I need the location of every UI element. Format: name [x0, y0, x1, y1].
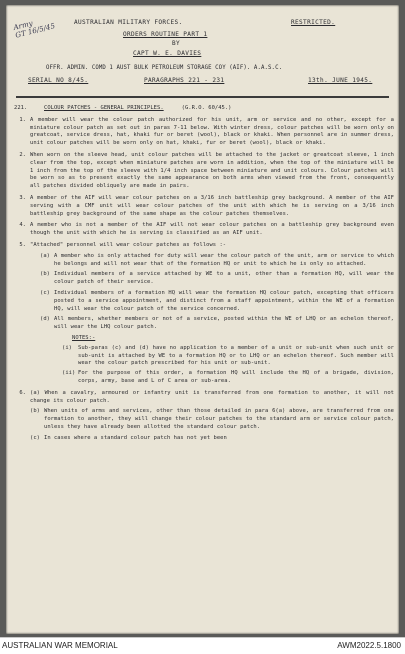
- order-date: 13th. JUNE 1945.: [308, 77, 373, 84]
- footer-accession-number: AWM2022.5.1800: [337, 641, 401, 650]
- footer-institution: AUSTRALIAN WAR MEMORIAL: [2, 641, 118, 650]
- subpara-a: (a) A member who is only attached for duty will wear the colour patch of the unit, arm or service to which he belongs and will not wear that of the formation HQ or unit to which he is only so attached.: [40, 252, 394, 267]
- archive-footer: [0, 637, 405, 654]
- paragraph-3: 3. A member of the AIF will wear colour patches on a 3/16 inch battleship grey background. A member of the AIF serving with a CMF unit will wear colour patches of the unit with which he is serving on a 3/16 inch battleship grey background of the same shape as the colour patches themselves.: [19, 194, 394, 217]
- section-heading: [14, 105, 394, 113]
- section-title: COLOUR PATCHES - GENERAL PRINCIPLES.: [44, 105, 164, 111]
- section-number: 221.: [14, 105, 28, 111]
- classification-label: RESTRICTED.: [291, 19, 336, 26]
- serial-number: SERIAL NO 8/45.: [28, 77, 89, 84]
- subpara-b: (b) Individual members of a service attached by WE to a unit, other than a formation HQ, will wear the colour patch of their service.: [40, 271, 394, 286]
- unit-line: OFFR. ADMIN. COMD 1 AUST BULK PETROLEUM STORAGE COY (AIF). A.A.S.C.: [46, 65, 283, 71]
- paragraph-6-c: (c) In cases where a standard colour patch has not yet been: [30, 434, 227, 441]
- organisation-title: AUSTRALIAN MILITARY FORCES.: [74, 19, 183, 26]
- order-body: [14, 105, 394, 442]
- orders-title: ORDERS ROUTINE PART 1: [123, 31, 208, 38]
- handwritten-annotation: Army GT 16/5/45: [12, 18, 56, 40]
- officer-name: CAPT W. E. DAVIES: [133, 50, 202, 57]
- note-i: (i) Sub-paras (c) and (d) have no application to a member of a unit or sub-unit when such unit or sub-unit is attached by WE to a formation HQ or to LHQ or an echelon thereof. Such member will wear the colour patch prescribed for his unit or sub-unit.: [62, 344, 394, 367]
- document-page: [6, 5, 399, 634]
- subpara-d: (d) All members, whether members or not of a service, posted within the WE of LHQ or an echelon thereof, will wear the LHQ colour patch.: [40, 316, 394, 331]
- subpara-c: (c) Individual members of a formation HQ will wear the formation HQ colour patch, excepting that officers posted to a service appointment, and distinct from a staff appointment, within the WE of a formation HQ, will wear the colour patch of the service concerned.: [40, 289, 394, 312]
- paragraph-1: 1. A member will wear the colour patch authorized for his unit, arm or service and no other, except for a miniature colour patch as set out in paras 7-11 below. With winter dress, colour patches will be worn only on greatcoat, service dress, hat, khaki fur or beret (wool), black or khaki. When personnel are in summer dress, unit colour patches will be worn only on hat, khaki, fur or beret (wool), black or khaki.: [19, 116, 394, 147]
- paragraph-range: PARAGRAPHS 221 - 231: [144, 77, 225, 84]
- paragraph-4: 4. A member who is not a member of the AIF will not wear colour patches on a battleship grey background even though the unit with which he is serving is classified as an AIF unit.: [19, 222, 394, 237]
- header-divider: [16, 96, 389, 98]
- paragraph-5: 5. "Attached" personnel will wear colour patches as follows :-: [19, 241, 227, 248]
- note-ii: (ii) For the purpose of this order, a formation HQ will include the HQ of a brigade, division, corps, army, base and L of C area or sub-area.: [62, 370, 394, 384]
- notes-heading: NOTES:-: [72, 334, 96, 341]
- orders-by: BY: [172, 40, 181, 47]
- paragraph-6: 6. (a) When a cavalry, armoured or infantry unit is transferred from one formation to another, it will not change its colour patch.: [19, 389, 394, 404]
- paragraph-6-b: (b) When units of arms and services, other than those detailed in para 6(a) above, are transferred from one formation to another, they will change their colour patches to the standard arm or service colour patch, unless they have already been allotted the standard colour patch.: [30, 408, 394, 430]
- section-reference: (G.R.O. 60/45.): [181, 105, 232, 111]
- paragraph-2: 2. When worn on the sleeve head, unit colour patches will be attached to the jacket or greatcoat sleeve, 1 inch clear from the top, except when miniature patches are worn in addition, when the top of the miniature will be 1 inch from the top of the sleeve with 1/4 inch space between miniature and unit colours. Colour patches will be worn so as to present exactly the same appearance on both arms when viewed from the front, consequently all patches divided obliquely are made in pairs.: [19, 151, 394, 190]
